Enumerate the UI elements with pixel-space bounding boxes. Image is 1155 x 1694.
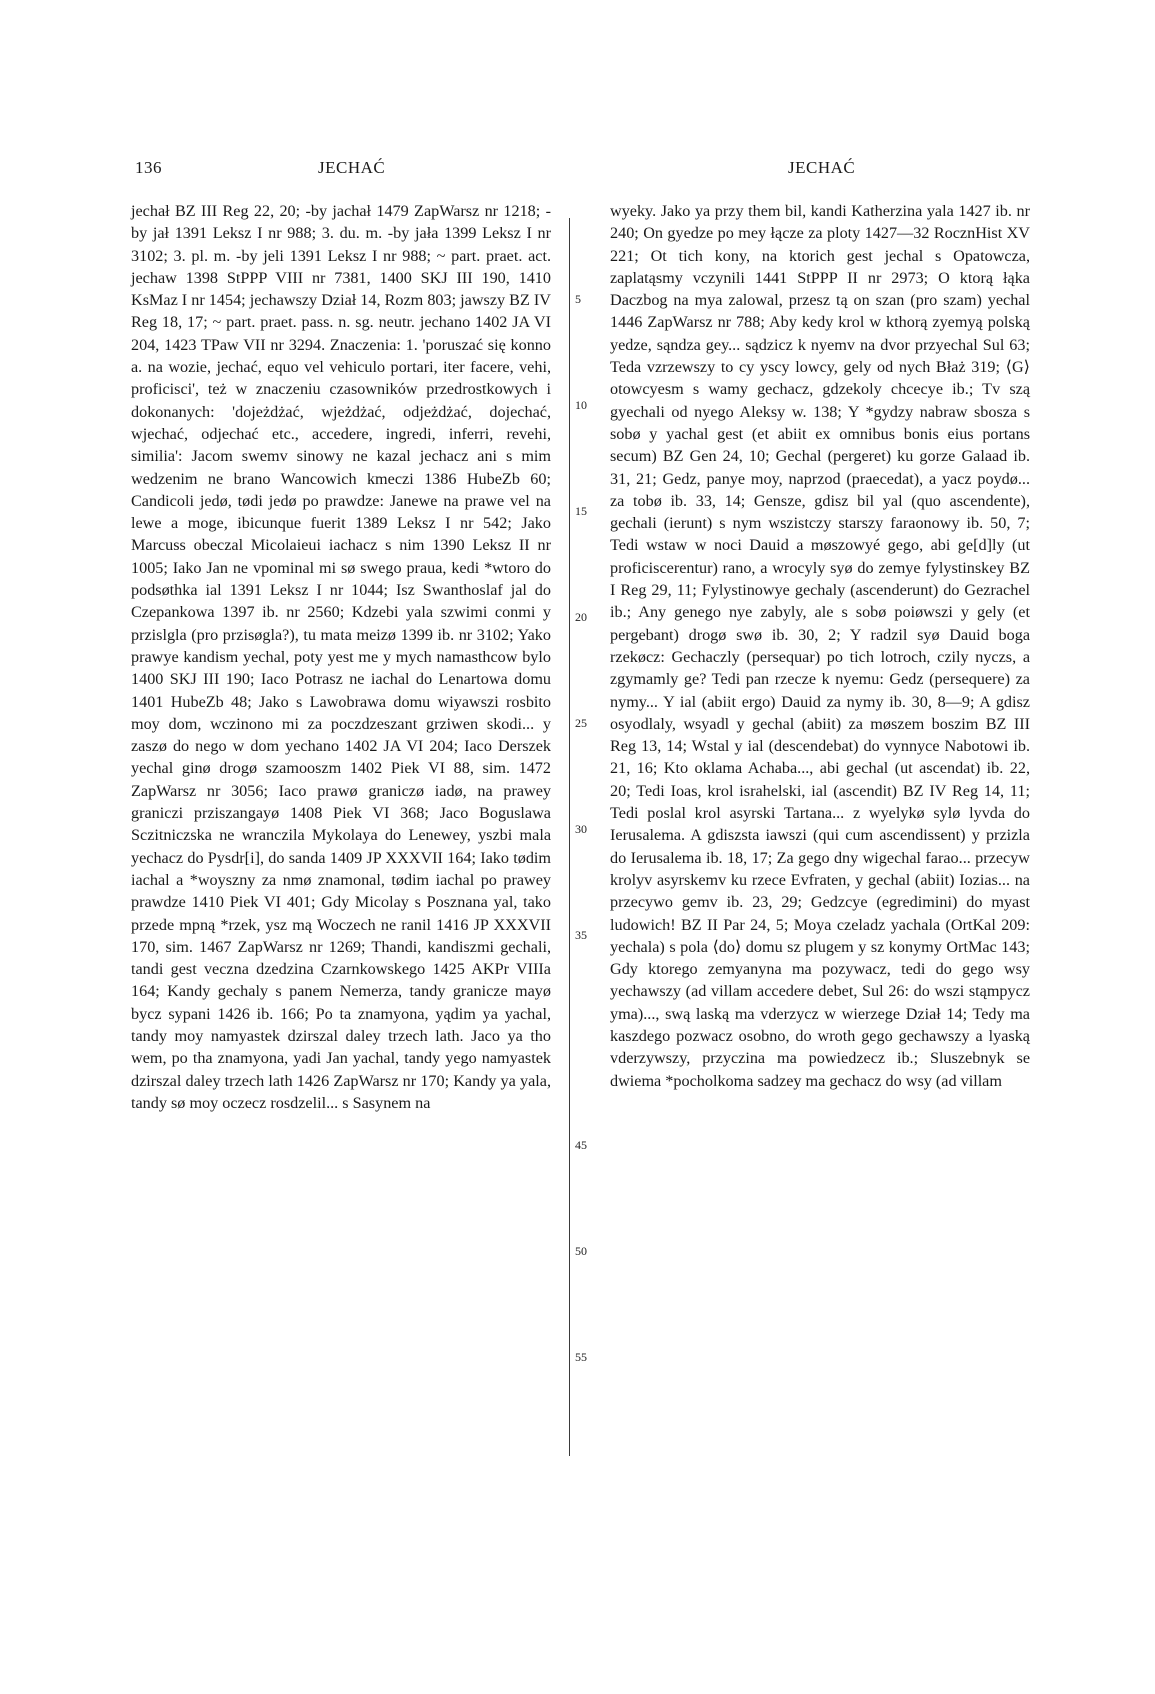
right-running-head: JECHAĆ — [788, 158, 856, 177]
line-number: 50 — [575, 1244, 587, 1258]
line-number: 30 — [575, 822, 587, 836]
page-number: 136 — [135, 158, 162, 177]
left-column — [131, 200, 551, 1114]
line-number: 25 — [575, 716, 587, 730]
line-number: 55 — [575, 1350, 587, 1364]
left-running-head: JECHAĆ — [318, 158, 386, 177]
column-divider — [569, 218, 570, 1456]
left-column-text: jechał BZ III Reg 22, 20; -by jachał 1479 ZapWarsz nr 1218; -by jał 1391 Leksz I nr 988; 3. du. m. -by jała 1399 Leksz I nr 3102; 3. pl. m. -by jeli 1391 Leksz I nr 988; ~ part. praet. act. jechaw 1398 StPPP VIII nr 7381, 1400 SKJ III 190, 1410 KsMaz I nr 1454; jechawszy Dział 14, Rozm 803; jawszy BZ IV Reg 18, 17; ~ part. praet. pass. n. sg. neutr. jechano 1402 JA VI 204, 1423 TPaw VII nr 3294. Znaczenia: 1. 'poruszać się konno a. na wozie, jechać, equo vel vehiculo portari, iter facere, vehi, proficisci', też w znaczeniu czasowników przedrostkowych i dokonanych: 'dojeżdżać, wjeżdżać, odjeżdżać, dojechać, wjechać, odjechać etc., accedere, ingredi, inferri, revehi, similia': Jacom swemv sinowy ne kazal jechacz ani s mim wedzenim ne brano Wancowich kmeczi 1386 HubeZb 60; Candicoli jedø, tødi jedø po prawdze: Janewe na prawe vel na lewe a moge, ibicunque fuerit 1389 Leksz I nr 542; Jako Marcuss obeczal Micolaieui iachacz s nim 1390 Leksz II nr 1005; Iako Jan ne vpominal mi sø swego praua, kedi *wtoro do podsøthka ial 1391 Leksz I nr 1044; Isz Swanthoslaf jal do Czepankowa 1397 ib. nr 2560; Kdzebi yala szwimi conmi y przislgla (pro przisøgla?), tu mata meizø 1399 ib. nr 3102; Yako prawye kandism yechal, poty yest me y mych namasthcow bylo 1400 SKJ III 190; Iaco Potrasz ne iachal do Lenartowa domu 1401 HubeZb 48; Jako s Lawobrawa domu wiyawszi rosbito moy dom, wczinono mi za poczdzeszant grziwen skodi... y zaszø do nego w dom yechano 1402 JA VI 204; Iaco Derszek yechal ginø drogø szamooszm 1402 Piek VI 88, sim. 1472 ZapWarsz nr 3056; Iaco prawø graniczø iadø, na prawey graniczi prziszangayø 1408 Piek VI 368; Jaco Boguslawa Sczitniczska ne wranczila Mykolaya do Lenewey, yszbi mala yechacz do Pysdr[i], do sanda 1409 JP XXXVII 164; Iako tødim iachal a *woyszny za nmø znamonal, tødim iachal po prawey prawdze 1410 Piek VI 401; Gdy Micolay s Posznana yal, tako przede mpną *rzek, ysz mą Woczech ne ranil 1416 JP XXXVII 170, sim. 1467 ZapWarsz nr 1269; Thandi, kandiszmi gechali, tandi gest veczna dzedzina Czarnkowskego 1425 AKPr VIIIa 164; Kandy gechaly s panem Nemerza, tandy granicze mayø bycz sypani 1426 ib. 166; Po ta znamyona, yądim ya yachal, tandy moy namyastek dzirszal daley trzech lath. Jaco ya tho wem, po tha znamyona, yadi Jan yachal, tandy yego namyastek dzirszal daley trzech lath 1426 ZapWarsz nr 170; Kandy ya yala, tandy sø moy oczecz rosdzelil... s Sasynem na — [131, 202, 551, 1112]
line-number: 10 — [575, 398, 587, 412]
line-number: 5 — [575, 292, 581, 306]
line-number: 45 — [575, 1138, 587, 1152]
right-column — [610, 200, 1030, 1092]
line-number: 35 — [575, 928, 587, 942]
line-number: 15 — [575, 504, 587, 518]
right-column-text: wyeky. Jako ya przy them bil, kandi Katherzina yala 1427 ib. nr 240; On gyedze po mey łącze za ploty 1427—32 RocznHist XV 221; Ot tich kony, na ktorich gest jechal s Opatowcza, zaplatąsmy vczynili 1441 StPPP II nr 2973; O ktorą łąka Daczbog na mya zalowal, przesz tą on szan (pro szam) yechal 1446 ZapWarsz nr 788; Aby kedy krol w kthorą zyemyą polską yedze, sąndza gey... sądzicz k nyemv na dvor przyechal Sul 63; Teda vzrzewszy to cy yscy lowcy, gely od nych Błaż 319; ⟨G⟩otowcyesm s wamy gechacz, gdzekoly chcecye ib.; Tv szą gyechali od nyego Aleksy w. 138; Y *gydzy nabraw sbosza s sobø y yachal gest (et abiit ex omnibus bonis eius portans secum) BZ Gen 24, 10; Gechal (pergeret) ku gorze Galaad ib. 31, 21; Gedz, panye moy, naprzod (praecedat), a yacz poydø... za tobø ib. 33, 14; Gensze, gdisz bil yal (quo ascendente), gechali (ierunt) s nym wszistczy starszy faraonowy ib. 50, 7; Tedi wstaw w noci Dauid a møszowyé gego, abi ge[d]ly (ut proficiscerentur) rano, a wrocyly syø do zemye fylystinskey BZ I Reg 29, 11; Fylystinowye gechaly (ascenderunt) do Gezrachel ib.; Any genego nye zabyly, ale s sobø poiøwszi y gely (et pergebant) drogø swø ib. 30, 2; Y radzil syø Dauid boga rzekøcz: Gechaczly (persequar) po tich lotroch, czily nyczs, a zgymamly ge? Tedi pan rzecze k nyemu: Gedz (persequere) za nymy... Y ial (abiit ergo) Dauid za nymy ib. 30, 8—9; A gdisz osyodlaly, wsyadl y gechal (abiit) za møszem boszim BZ III Reg 13, 14; Wstal y ial (descendebat) do vynnyce Nabotowi ib. 21, 16; Kto oklama Achaba..., abi gechal (ut ascendat) ib. 22, 20; Tedi Ioas, krol israhelski, ial (ascendit) BZ IV Reg 14, 11; Tedi poslal krol asyrski Tartana... z wyelykø sylø lyvda do Ierusalema. A gdiszsta iawszi (qui cum ascendissent) y przizla do Ierusalema ib. 18, 17; Za gego dny wigechal farao... przecyw krolyv asyrskemv ku rzece Evfraten, y gechal (abiit) Iozias... na przecywo gemv ib. 23, 29; Gedzcye (egredimini) do myast ludowich! BZ II Par 24, 5; Moya czeladz yachala (OrtKal 209: yechala) s pola ⟨do⟩ domu sz plugem y sz konymy OrtMac 143; Gdy ktorego zemyanyna ma pozywacz, tedi do gego wsy yechawszy (ad villam accedere debet, Sul 26: do wszi stąmpycz yma)..., swą laską ma vderzycz w wierzege Dział 14; Tedy ma kaszdego pozwacz osobno, do wroth gego gechawszy a lyaską vderzywszy, przyczina ma powiedzecz ib.; Sluszebnyk se dwiema *pocholkoma sadzey ma gechacz do wsy (ad villam — [610, 202, 1030, 1090]
line-number: 20 — [575, 610, 587, 624]
